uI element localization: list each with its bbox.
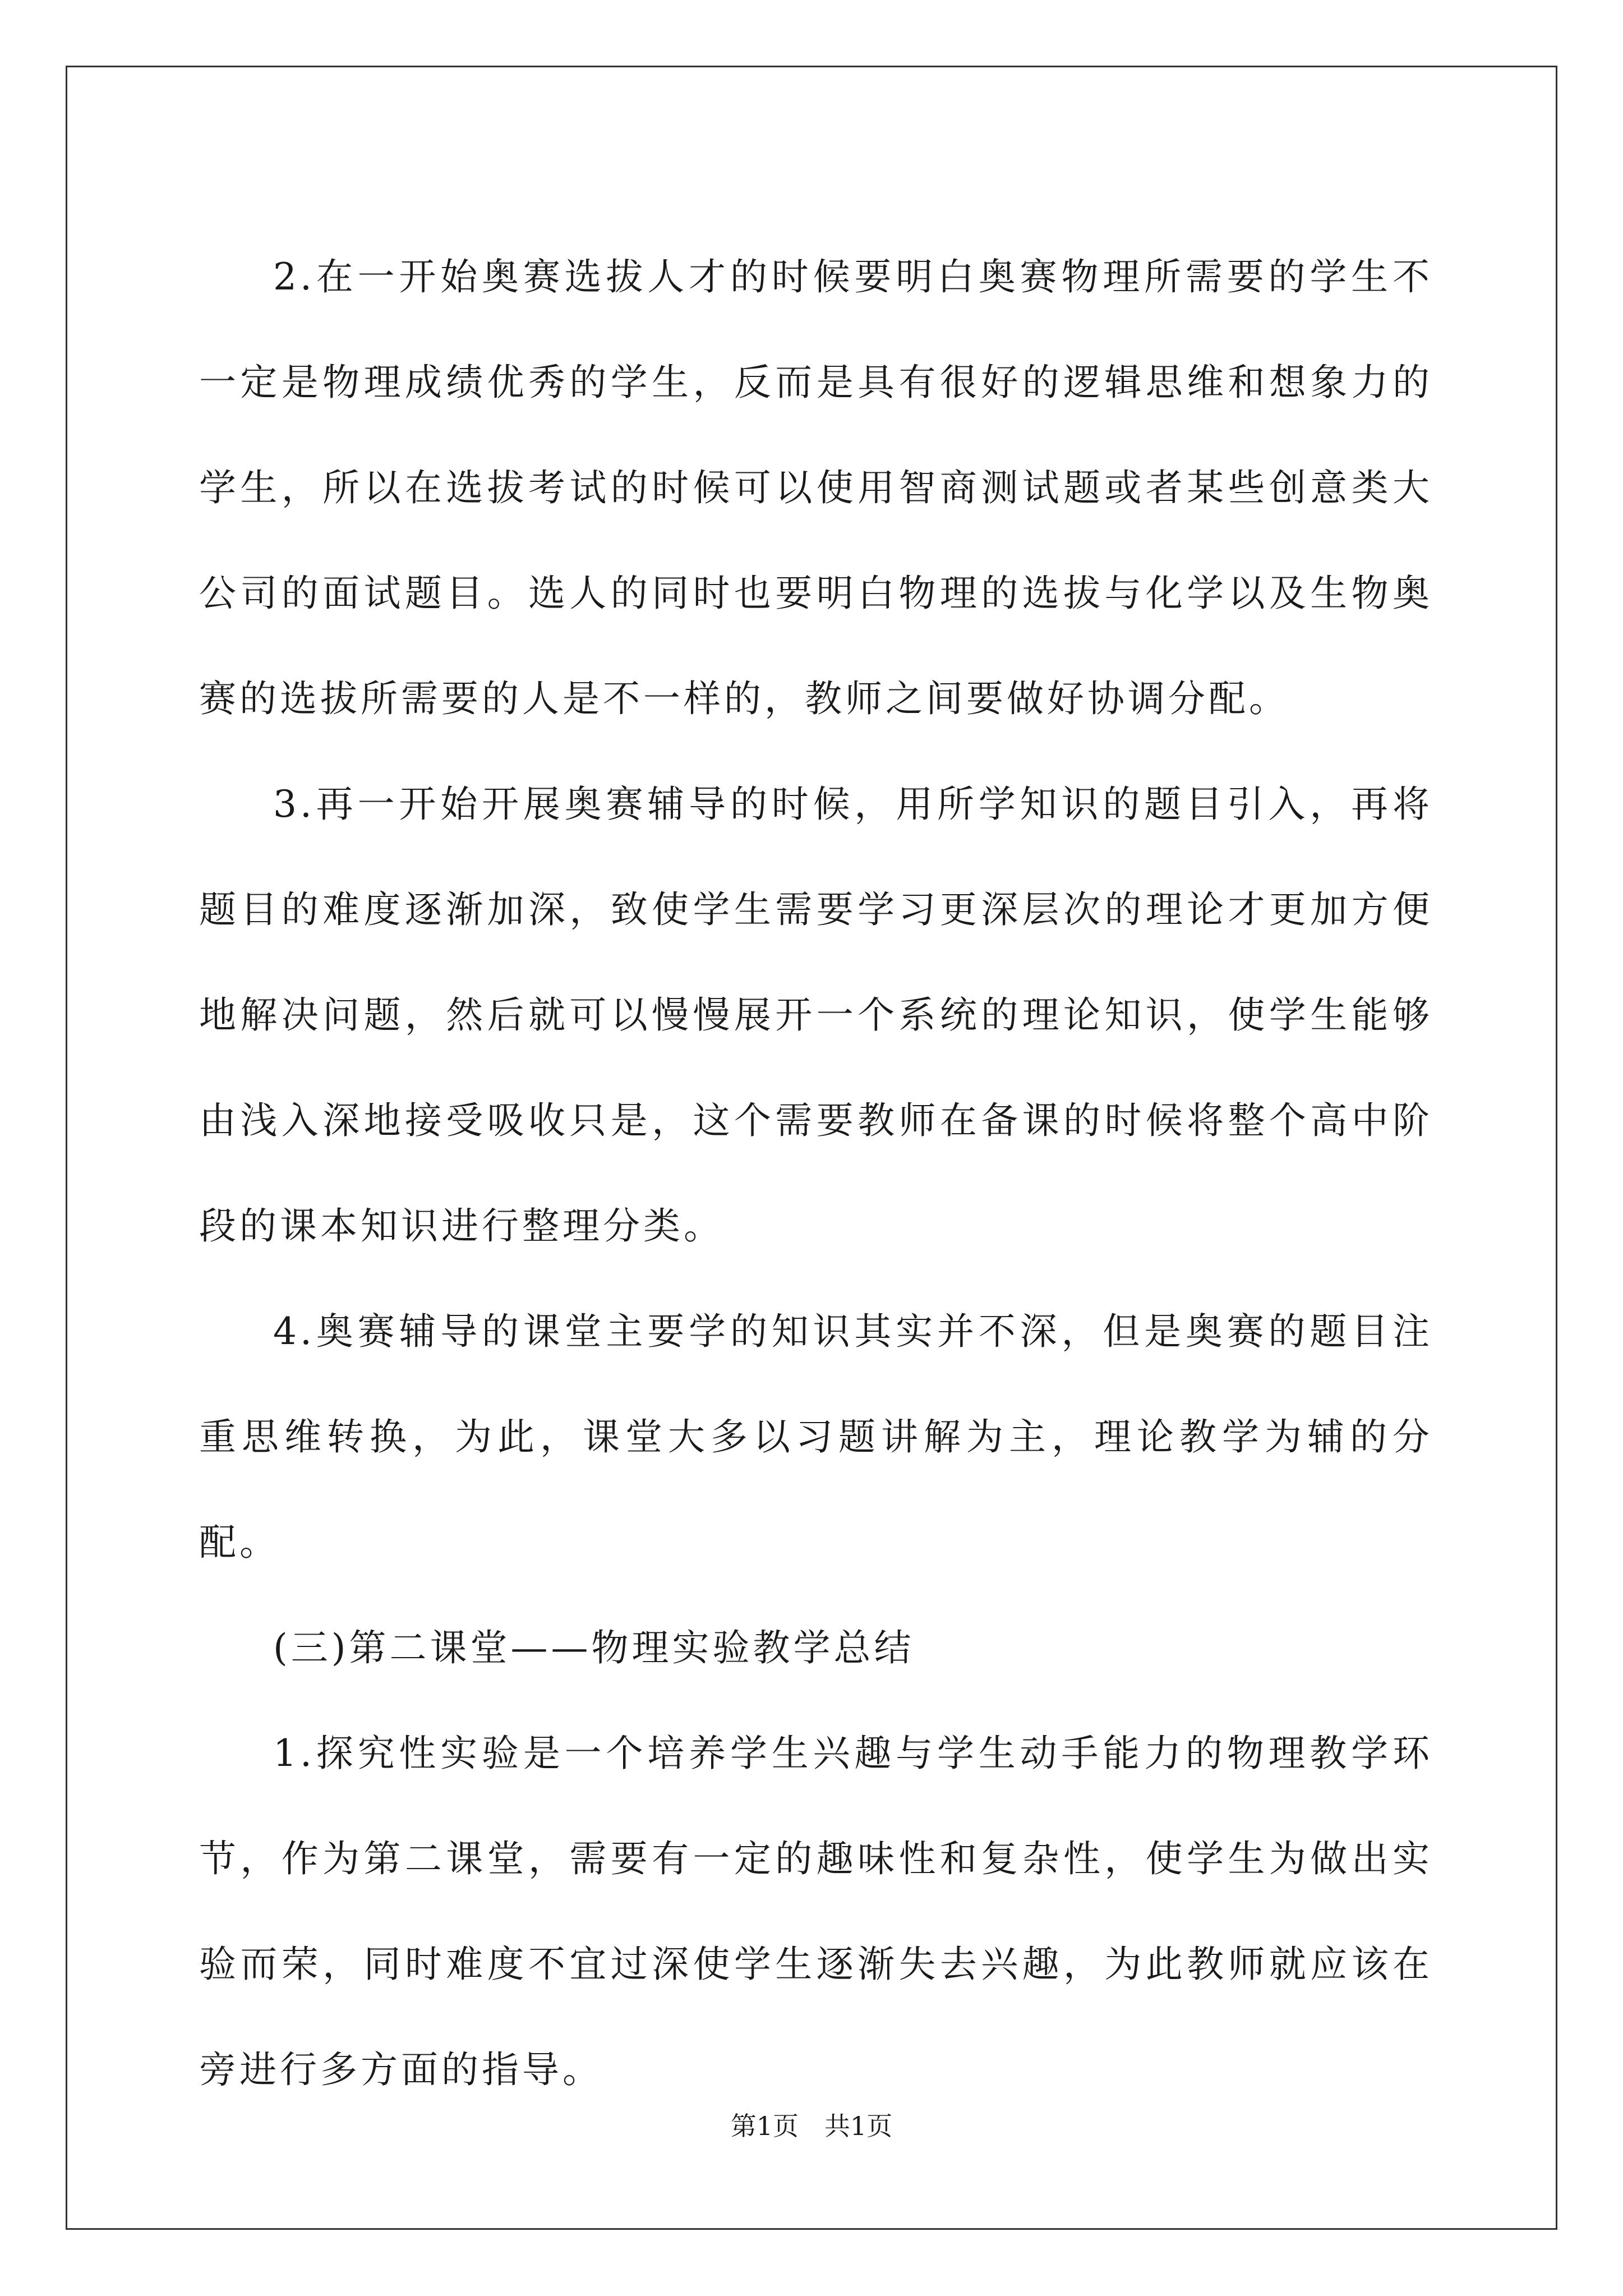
page-number-footer: 第1页 共1页 <box>730 2111 893 2141</box>
paragraph-point-2: 2.在一开始奥赛选拔人才的时候要明白奥赛物理所需要的学生不一定是物理成绩优秀的学生，反而是具有很好的逻辑思维和想象力的学生，所以在选拔考试的时候可以使用智商测试题或者某些创意类大公司的面试题目。选人的同时也要明白物理的选拔与化学以及生物奥赛的选拔所需要的人是不一样的，教师之间要做好协调分配。 <box>199 255 1433 720</box>
paragraph-point-3: 3.再一开始开展奥赛辅导的时候，用所学知识的题目引入，再将题目的难度逐渐加深，致使学生需要学习更深层次的理论才更加方便地解决问题，然后就可以慢慢展开一个系统的理论知识，使学生能够由浅入深地接受吸收只是，这个需要教师在备课的时候将整个高中阶段的课本知识进行整理分类。 <box>199 783 1433 1248</box>
section-heading: (三)第二课堂——物理实验教学总结 <box>273 1626 915 1669</box>
document-body <box>199 224 1433 2123</box>
paragraph-point-4: 4.奥赛辅导的课堂主要学的知识其实并不深，但是奥赛的题目注重思维转换，为此，课堂大多以习题讲解为主，理论教学为辅的分配。 <box>199 1310 1433 1564</box>
paragraph-point-1: 1.探究性实验是一个培养学生兴趣与学生动手能力的物理教学环节，作为第二课堂，需要有一定的趣味性和复杂性，使学生为做出实验而荣，同时难度不宜过深使学生逐渐失去兴趣，为此教师就应该在旁进行多方面的指导。 <box>199 1732 1433 2091</box>
